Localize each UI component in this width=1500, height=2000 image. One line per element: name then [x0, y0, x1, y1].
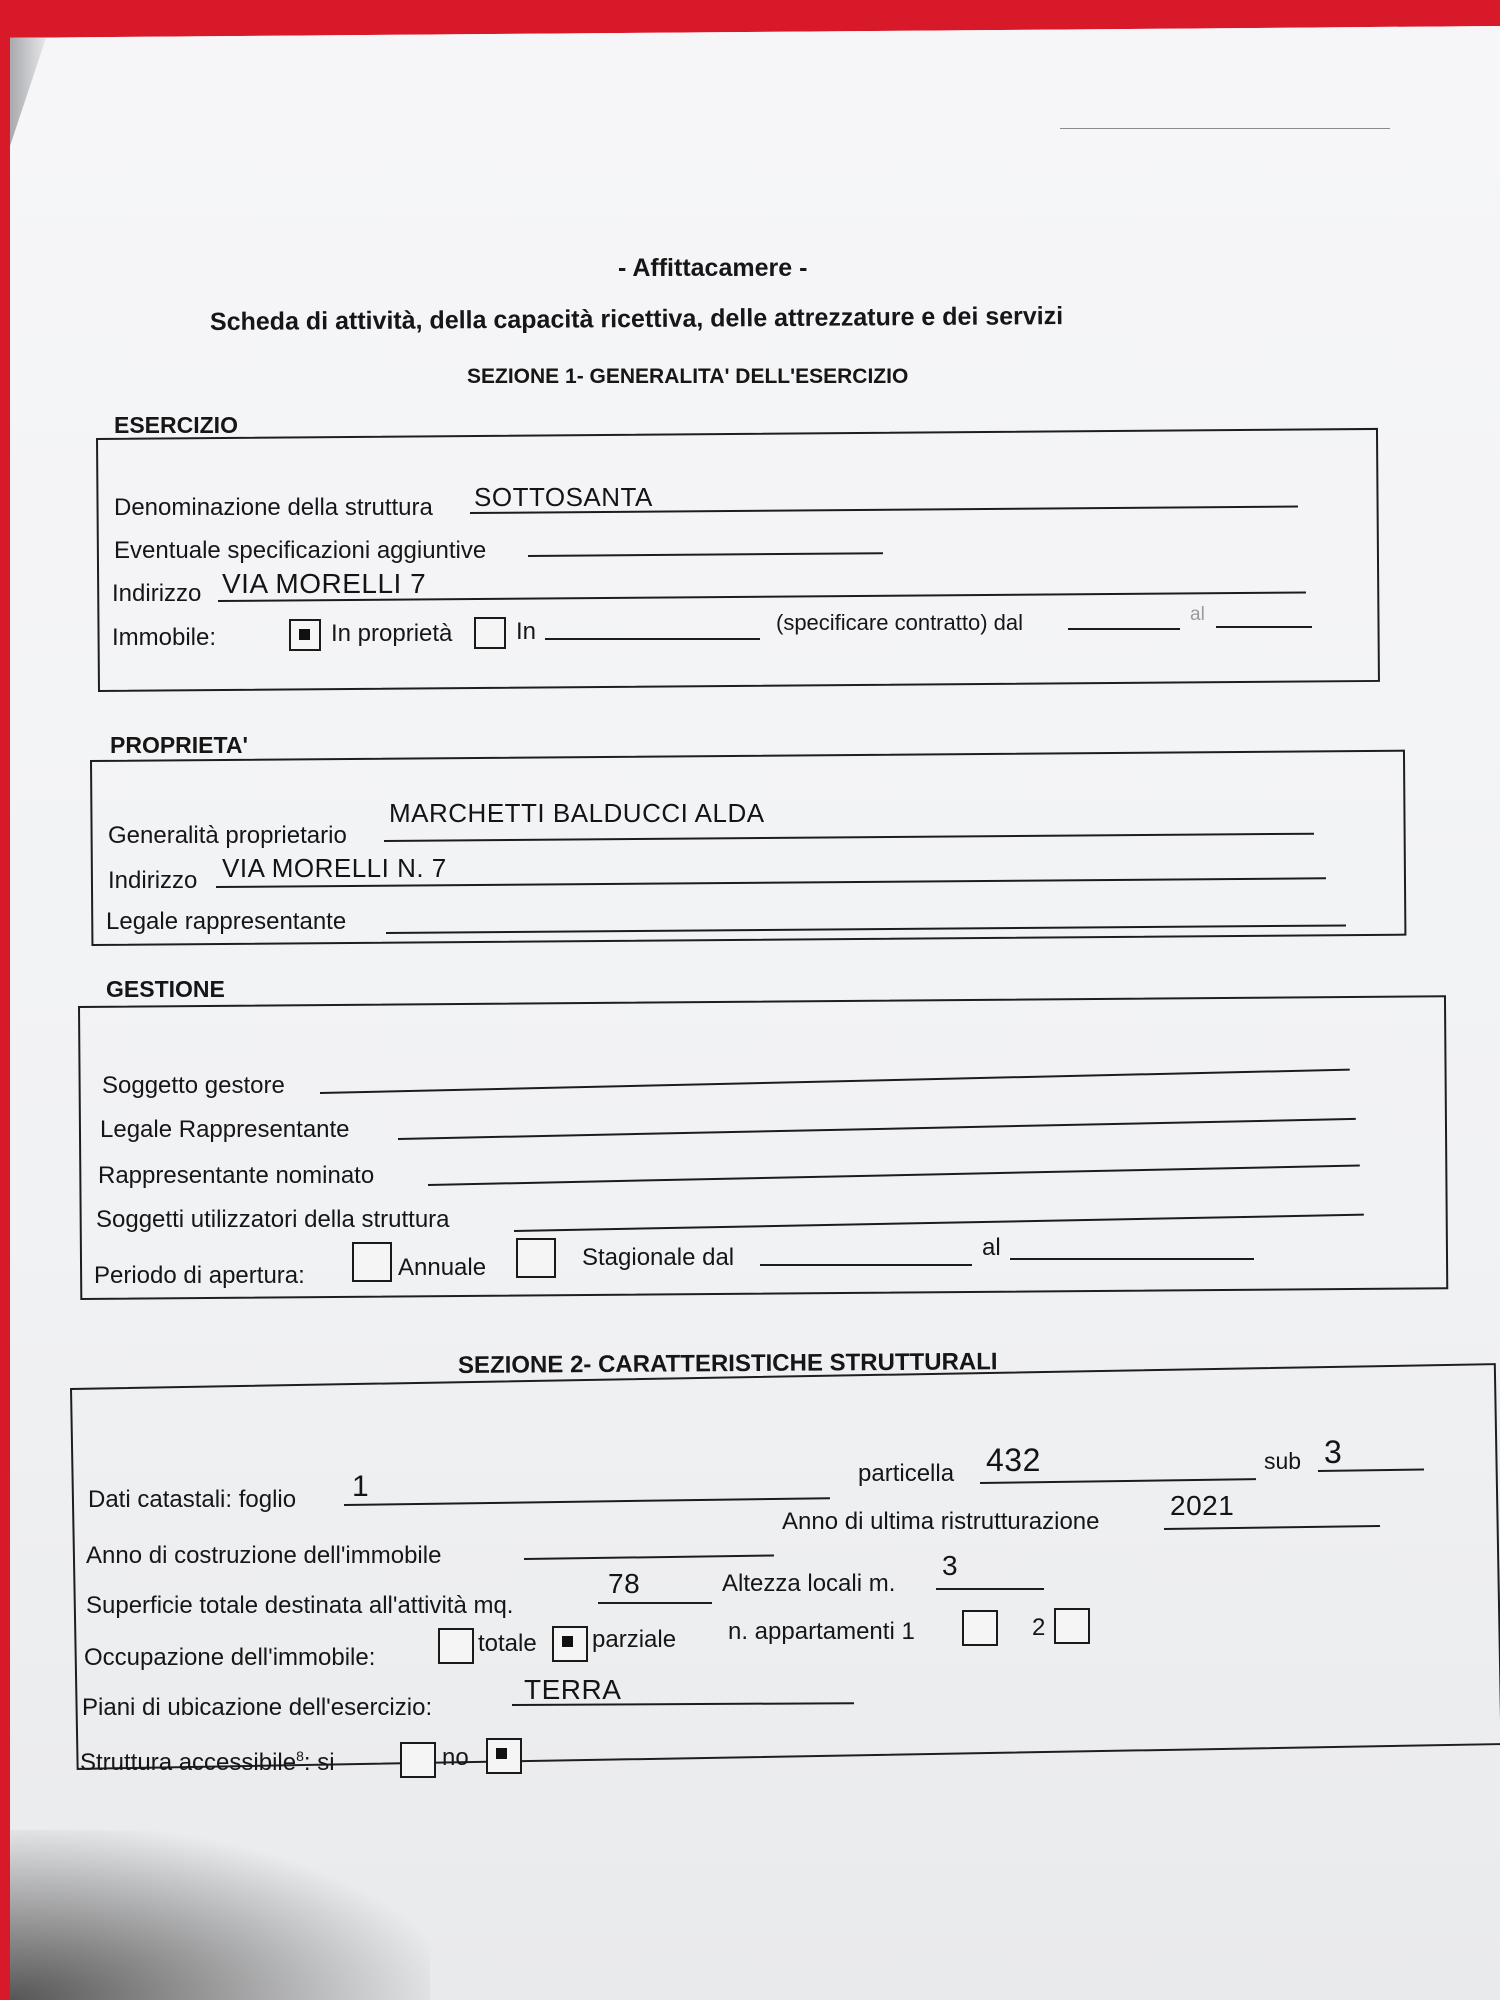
sub-value[interactable]: 3	[1324, 1434, 1343, 1470]
altezza-value[interactable]: 3	[942, 1550, 959, 1581]
appartamenti-1-checkbox[interactable]	[962, 1610, 998, 1646]
soggetto-gestore-label: Soggetto gestore	[102, 1072, 285, 1099]
indirizzo-value[interactable]: VIA MORELLI 7	[222, 568, 427, 599]
proprieta-indirizzo-value[interactable]: VIA MORELLI N. 7	[222, 853, 447, 883]
al-label: al	[1190, 604, 1205, 625]
stagionale-dal-line[interactable]	[760, 1264, 972, 1266]
foglio-label: Dati catastali: foglio	[88, 1486, 297, 1513]
accessibile-footnote: 8	[296, 1748, 304, 1764]
in-proprieta-checkbox[interactable]	[289, 619, 321, 651]
appartamenti-2-label: 2	[1032, 1614, 1046, 1641]
annuale-label: Annuale	[398, 1254, 487, 1281]
stagionale-al-line[interactable]	[1010, 1258, 1254, 1260]
ristrutturazione-value[interactable]: 2021	[1170, 1490, 1235, 1521]
superficie-label: Superficie totale destinata all'attività mq.	[86, 1592, 514, 1619]
page-curl	[10, 26, 50, 146]
esercizio-heading: ESERCIZIO	[114, 412, 238, 438]
periodo-label: Periodo di apertura:	[94, 1262, 305, 1289]
in-label: In	[516, 618, 537, 645]
piani-label: Piani di ubicazione dell'esercizio:	[82, 1694, 433, 1721]
appartamenti-2-checkbox[interactable]	[1054, 1608, 1090, 1644]
si-checkbox[interactable]	[400, 1742, 436, 1778]
piani-value[interactable]: TERRA	[524, 1674, 622, 1705]
altezza-line	[936, 1588, 1044, 1590]
form-title: - Affittacamere -	[618, 254, 808, 282]
parziale-checkbox[interactable]	[552, 1626, 588, 1662]
proprieta-indirizzo-label: Indirizzo	[108, 867, 198, 894]
gestione-heading: GESTIONE	[106, 976, 225, 1002]
shadow	[10, 1830, 430, 2000]
sub-label: sub	[1264, 1448, 1302, 1474]
altezza-label: Altezza locali m.	[722, 1570, 896, 1597]
denominazione-value[interactable]: SOTTOSANTA	[474, 482, 653, 512]
section1-heading: SEZIONE 1- GENERALITA' DELL'ESERCIZIO	[467, 365, 909, 388]
superficie-value[interactable]: 78	[608, 1568, 641, 1599]
no-label: no	[442, 1744, 469, 1771]
dal-line[interactable]	[1068, 628, 1180, 630]
proprieta-heading: PROPRIETA'	[110, 732, 248, 758]
immobile-label: Immobile:	[112, 624, 217, 651]
stagionale-label: Stagionale dal	[582, 1244, 735, 1271]
top-rule	[1060, 128, 1390, 129]
no-checkbox[interactable]	[486, 1738, 522, 1774]
totale-label: totale	[478, 1630, 537, 1657]
in-line[interactable]	[545, 638, 760, 640]
appartamenti-label: n. appartamenti 1	[728, 1618, 915, 1645]
legale-rappresentante-label: Legale rappresentante	[106, 908, 347, 935]
ristrutturazione-label: Anno di ultima ristrutturazione	[782, 1508, 1100, 1535]
in-checkbox[interactable]	[474, 617, 506, 649]
denominazione-label: Denominazione della struttura	[114, 494, 433, 521]
totale-checkbox[interactable]	[438, 1628, 474, 1664]
stagionale-checkbox[interactable]	[516, 1238, 556, 1278]
rappresentante-nominato-label: Rappresentante nominato	[98, 1162, 375, 1189]
generalita-value[interactable]: MARCHETTI BALDUCCI ALDA	[389, 798, 765, 828]
parziale-label: parziale	[592, 1626, 677, 1653]
particella-label: particella	[858, 1460, 955, 1487]
stagionale-al-label: al	[982, 1234, 1001, 1261]
form-subtitle: Scheda di attività, della capacità ricettiva, delle attrezzature e dei servizi	[209, 302, 1064, 336]
annuale-checkbox[interactable]	[352, 1242, 392, 1282]
gestione-legale-label: Legale Rappresentante	[100, 1116, 350, 1143]
indirizzo-label: Indirizzo	[112, 580, 202, 607]
foglio-value[interactable]: 1	[352, 1470, 370, 1503]
al-line[interactable]	[1216, 626, 1312, 628]
occupazione-label: Occupazione dell'immobile:	[84, 1644, 376, 1671]
specificazioni-label: Eventuale specificazioni aggiuntive	[114, 537, 487, 564]
in-proprieta-label: In proprietà	[331, 620, 453, 647]
si-label: : si	[303, 1749, 335, 1776]
gestione-box	[78, 995, 1448, 1300]
accessibile-label	[80, 1748, 335, 1777]
section2-heading: SEZIONE 2- CARATTERISTICHE STRUTTURALI	[457, 1348, 998, 1379]
utilizzatori-label: Soggetti utilizzatori della struttura	[96, 1206, 450, 1233]
generalita-label: Generalità proprietario	[108, 822, 347, 849]
particella-value[interactable]: 432	[986, 1442, 1041, 1478]
superficie-line	[598, 1602, 712, 1604]
accessibile-text: Struttura accessibile	[80, 1749, 297, 1776]
costruzione-label: Anno di costruzione dell'immobile	[86, 1542, 442, 1569]
specificare-label: (specificare contratto) dal	[776, 610, 1023, 635]
